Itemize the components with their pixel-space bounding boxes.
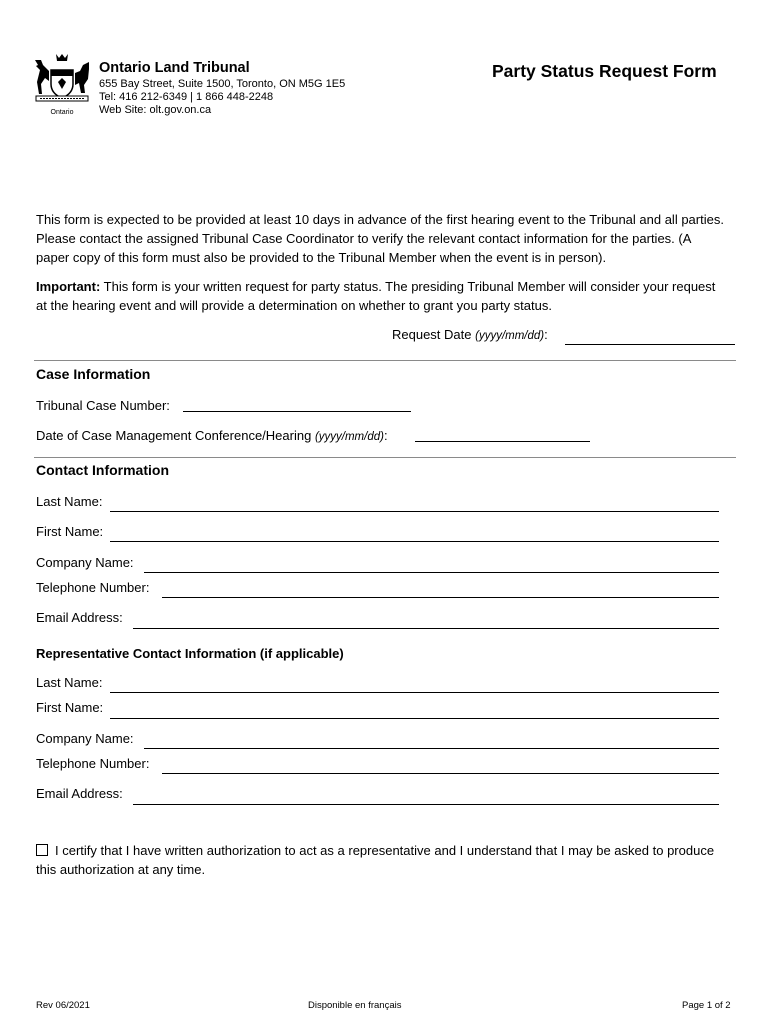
org-name: Ontario Land Tribunal	[99, 60, 250, 76]
request-date-label-text: Request Date	[392, 327, 476, 342]
certify-checkbox[interactable]	[36, 844, 48, 856]
rep-company-field[interactable]	[144, 734, 719, 749]
important-label: Important:	[36, 279, 101, 294]
rep-email-label: Email Address:	[36, 786, 123, 801]
intro-paragraph: This form is expected to be provided at least 10 days in advance of the first hearing event to the Tribunal and all parties. Please contact the assigned Tribunal Case Coordinator to verify the relevant contact information for the parties. (A paper copy of this form must also be provided to the Tribunal Member when the event is in person).	[36, 212, 724, 265]
contact-last-name-field[interactable]	[110, 497, 719, 512]
rep-last-name-label: Last Name:	[36, 675, 103, 690]
request-date-label	[392, 327, 548, 342]
rep-telephone-label: Telephone Number:	[36, 756, 150, 771]
section-divider	[34, 360, 736, 361]
contact-email-field[interactable]	[133, 614, 719, 629]
contact-telephone-field[interactable]	[162, 583, 719, 598]
contact-last-name-label: Last Name:	[36, 494, 103, 509]
rep-email-field[interactable]	[133, 790, 719, 805]
important-text: This form is your written request for party status. The presiding Tribunal Member will consider your request at the hearing event and will provide a determination on whether to grant you party status.	[36, 279, 716, 313]
form-title: Party Status Request Form	[492, 61, 717, 81]
org-phone: Tel: 416 212-6349 | 1 866 448-2248	[99, 91, 274, 103]
section-divider	[34, 457, 736, 458]
contact-first-name-field[interactable]	[110, 527, 719, 542]
conference-date-label-text: Date of Case Management Conference/Hearing	[36, 428, 315, 443]
case-number-label: Tribunal Case Number:	[36, 398, 170, 413]
contact-company-field[interactable]	[144, 558, 719, 573]
certify-statement	[36, 841, 726, 879]
rep-info-heading: Representative Contact Information (if applicable)	[36, 646, 344, 661]
rep-first-name-field[interactable]	[110, 704, 719, 719]
request-date-colon: :	[544, 327, 548, 342]
conference-date-colon: :	[383, 428, 388, 443]
footer-french-link: Disponible en français	[308, 1000, 402, 1011]
rep-telephone-field[interactable]	[162, 759, 719, 774]
contact-email-label: Email Address:	[36, 610, 123, 625]
case-info-heading: Case Information	[36, 366, 151, 382]
conference-date-label	[36, 428, 388, 443]
conference-date-format: (yyyy/mm/dd)	[314, 431, 384, 443]
contact-first-name-label: First Name:	[36, 524, 104, 539]
rep-first-name-label: First Name:	[36, 700, 104, 715]
org-address: 655 Bay Street, Suite 1500, Toronto, ON M5G 1E5	[99, 78, 346, 90]
logo-wordmark: Ontario	[50, 109, 74, 116]
footer-page-number: Page 1 of 2	[682, 1000, 731, 1011]
certify-text: I certify that I have written authorization to act as a representative and I understand that I may be asked to produce this authorization at any time.	[36, 843, 715, 877]
rep-last-name-field[interactable]	[110, 678, 719, 693]
footer-revision: Rev 06/2021	[36, 1000, 90, 1011]
request-date-field[interactable]	[565, 330, 735, 345]
rep-company-label: Company Name:	[36, 731, 134, 746]
contact-telephone-label: Telephone Number:	[36, 580, 150, 595]
important-note	[36, 277, 726, 315]
contact-info-heading: Contact Information	[36, 462, 169, 478]
conference-date-field[interactable]	[415, 427, 590, 442]
contact-company-label: Company Name:	[36, 555, 134, 570]
ontario-coat-of-arms-logo	[32, 52, 92, 116]
request-date-format: (yyyy/mm/dd)	[475, 330, 545, 342]
case-number-field[interactable]	[183, 397, 411, 412]
org-website[interactable]: Web Site: olt.gov.on.ca	[99, 104, 212, 116]
